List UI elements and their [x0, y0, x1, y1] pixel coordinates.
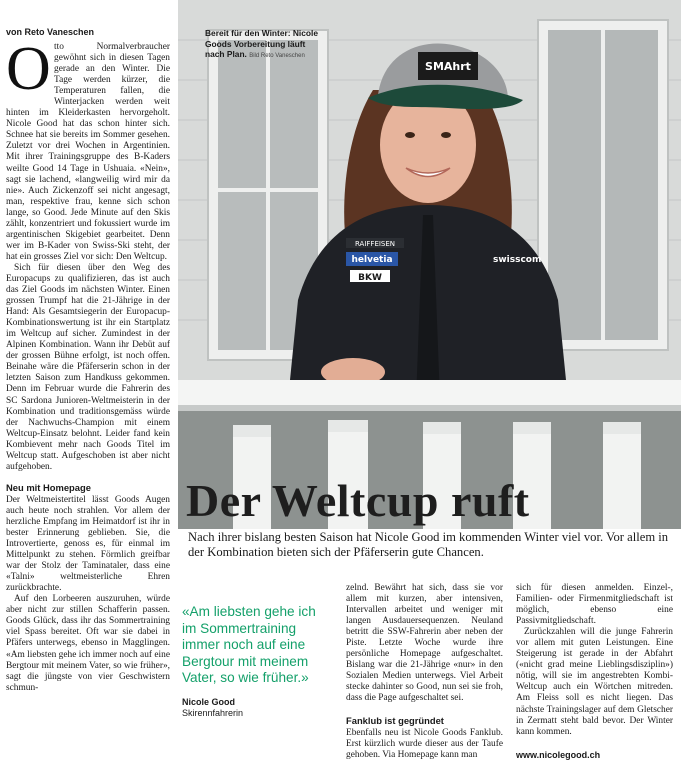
sponsor-bkw: BKW [358, 273, 382, 283]
lead-paragraph: Nach ihrer bislang besten Saison hat Nicole Good im kommenden Winter viel vor. Vor allem in der Kombination bieten sich der Pfäferserin gute Chancen. [188, 530, 669, 560]
sponsor-helvetia: helvetia [351, 255, 393, 265]
paragraph: Sich für diesen über den Weg des Europacups zu qualifizieren, das ist auch das Ziel Goods im nächsten Winter. Einen grossen Trumpf hat die 21-Jährige in der Hand: Als Gesamtsiegerin der Europacup-Kombinationswertung ist ihr ein Startplatz im Weltcup auf sicher. Zumindest in der Alpinen Kombination. Wann ihr Debüt auf der grossen Bühne erfolgt, ist noch offen. Beinahe wäre die Pfäferserin schon in der letzten Saison zum Handkuss gekommen. Denn im Februar wurde die Fahrerin des SC Sardona Junioren-Weltmeisterin in der Kombination und traditionsgemäss würde der Nachwuchs-Champion mit einem Weltcup-Einsatz belohnt. Leider fand kein Kombievent mehr nach Goods Titel im Weltcup statt. Aufgeschoben ist aber nicht aufgehoben. [6, 262, 170, 472]
paragraph: Auf den Lorbeeren auszuruhen, würde aber nicht zur stillen Schafferin passen. Goods Glück, dass ihr das Sommertraining viel Spass bereitet. Oft war sie dabei in Pfäfers unterwegs, ebenso in Magglingen. «Am liebsten gehe ich immer noch auf eine Bergtour mit meinem Vater, so wie früher», sagt die jüngste von vier Geschwistern schmun- [6, 594, 170, 693]
sponsor-swisscom: swisscom [493, 255, 542, 265]
dropcap-letter: O [6, 35, 51, 103]
quote-role: Skirennfahrerin [182, 707, 244, 718]
website-link[interactable]: www.nicolegood.ch [516, 749, 601, 760]
byline: von Reto Vaneschen [6, 27, 95, 37]
article-photo [178, 0, 681, 529]
quote-text: «Am liebsten gehe ich im Sommertraining immer noch auf eine Bergtour mit meinem Vater, so wie früher.» [182, 604, 316, 686]
paragraph: Der Weltmeistertitel lässt Goods Augen auch heute noch strahlen. Vor allem der herzliche Empfang im Heimatdorf ist ihr in bester Erinnerung geblieben. Sie, die Introvertierte, genoss es, für einmal im Mittelpunkt zu stehen. Förmlich greifbar war der Stolz der Taminataler, dass eine «Talni» weltmeisterliche Ehren zurückbrachte. [6, 494, 170, 594]
paragraph: Ebenfalls neu ist Nicole Goods Fanklub. Erst kürzlich wurde dieser aus der Taufe gehoben. Via Homepage kann man [346, 727, 503, 760]
sponsor-raiffeisen: RAIFFEISEN [354, 240, 396, 248]
paragraph: sich für diesen anmelden. Einzel-, Familien- oder Firmenmitgliedschaft ist möglich, ebenso eine Passivmitgliedschaft. [516, 583, 673, 627]
paragraph: Zurückzahlen will die junge Fahrerin vor allem mit guten Leistungen. Eine Steigerung ist gerade in der Abfahrt («nicht grad meine Lieblingsdisziplin») nötig, will sie im angestrebten Kombi-Weltcup auch ein Wörtchen mitreden. Am Fleiss soll es nicht liegen. Das nächste Trainingslager auf dem Gletscher in Zermatt steht bald bevor. Der Winter kann kommen. [516, 627, 673, 737]
cap-logo: SMAhrt [425, 60, 471, 73]
quote-author: Nicole Good [182, 696, 236, 707]
headline: Der Weltcup ruft [186, 475, 530, 526]
article-column-middle [346, 583, 503, 761]
photo-caption [205, 28, 323, 62]
paragraph: tto Normalverbraucher gewöhnt sich in diesen Tagen gerade an den Winter. Die Tage werden kürzer, die Temperaturen fallen, die Winterjacken werden weit hinten im Kleiderkasten hervorgeholt. Nicole Good hat das schon hinter sich. Schnee hat sie bereits im Sommer gesehen. Zuletzt vor drei Wochen in Argentinien. Mit ihrer Trainingsgruppe des B-Kaders weilte Good 14 Tage in Ushuaia. «Nein», sagt sie lachend, «langweilig wird mir da nie». Auch Zickenzoff sei nicht angesagt, man, respektive frau, kenne sich schon lange, so Good. Jede Minute auf den Skis zählt, konzentriert und fokussiert wurde im argentinischen Skigebiet gearbeitet. Denn wer im B-Kader von Swiss-Ski steht, der hat ein grosses Ziel vor sich: Den Weltcup. [6, 42, 170, 262]
article-column-left [6, 35, 170, 694]
photo-illustration [178, 0, 681, 529]
paragraph: zelnd. Bewährt hat sich, dass sie vor allem mit kurzen, aber intensiven, Intervallen arbeitet und weniger mit langen Ausdauersequenzen. Neuland betritt die SSW-Fahrerin aber neben der Piste. Letzte Woche wurde ihre persönliche Homepage aufgeschaltet. Bislang war die 21-Jährige «nur» in den Sozialen Medien unterwegs. Viel Arbeit stecke dahinter so Good, nun sei sie froh, dass die Page aufgeschaltet sei. [346, 583, 503, 704]
pull-quote [182, 598, 332, 768]
article-column-right [516, 583, 673, 761]
subheading: Neu mit Homepage [6, 481, 91, 493]
caption-text: Bereit für den Winter: Nicole Goods Vorbereitung läuft nach Plan. [205, 28, 319, 59]
subheading: Fanklub ist gegründet [346, 714, 444, 726]
photo-credit: Bild Reto Vaneschen [249, 53, 305, 59]
